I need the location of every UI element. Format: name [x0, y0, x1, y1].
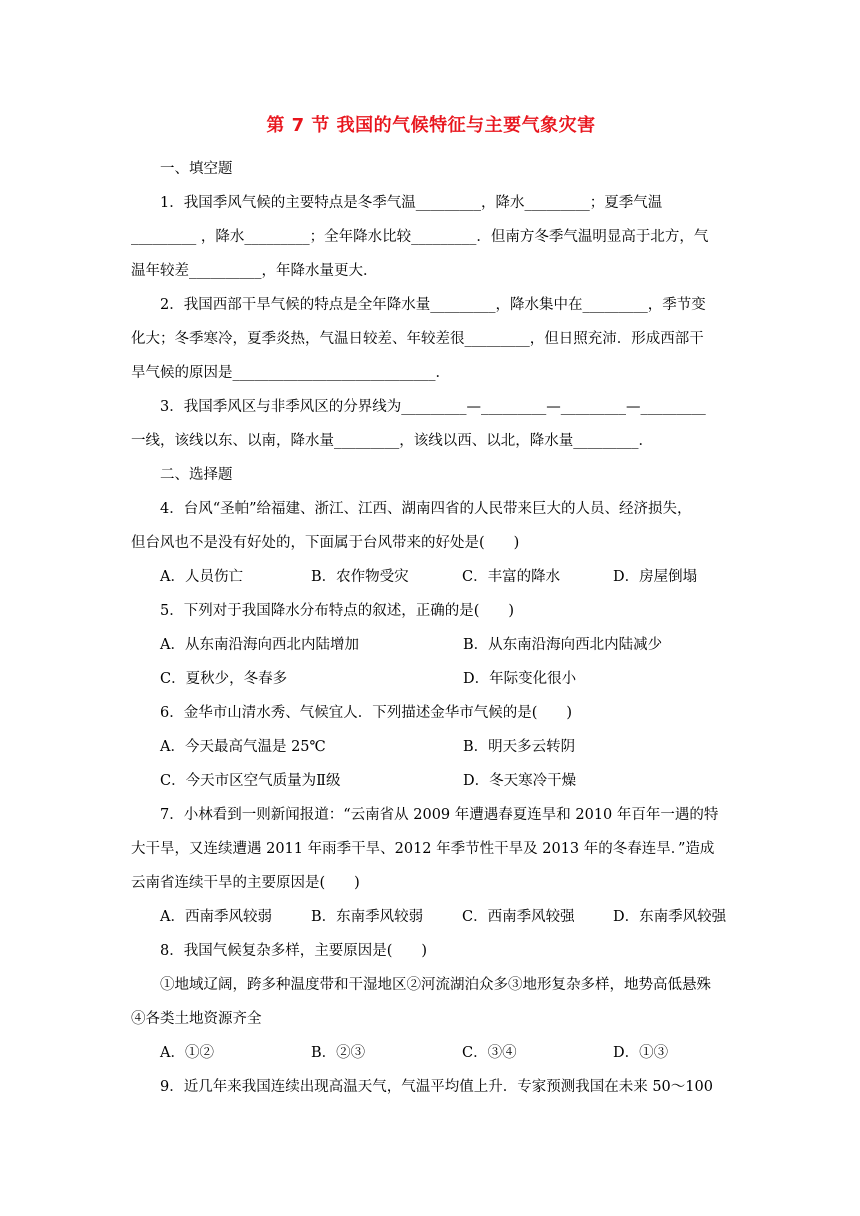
question-8-line-3: ④各类土地资源齐全 — [131, 1011, 262, 1027]
question-3-line-2: 一线，该线以东、以南，降水量_________，该线以西、以北，降水量_________． — [131, 433, 653, 449]
section-heading-fill: 一、填空题 — [160, 161, 233, 177]
option-a: A．今天最高气温是 25℃ — [160, 739, 326, 755]
question-6-options-row-2 — [131, 764, 731, 798]
option-c: C．丰富的降水 — [462, 569, 561, 585]
question-1-line-2: _________ ，降水_________；全年降水比较_________．但南方冬季气温明显高于北方，气 — [131, 229, 709, 245]
question-9 — [131, 1070, 731, 1104]
question-1-line-1: 1．我国季风气候的主要特点是冬季气温_________，降水_________；夏季气温 — [160, 195, 663, 211]
option-b: B．明天多云转阴 — [463, 739, 576, 755]
question-6-options-row-1 — [131, 730, 731, 764]
question-4-options — [131, 560, 731, 594]
option-d: D．东南季风较强 — [613, 909, 727, 925]
option-d: D．冬天寒冷干燥 — [463, 773, 577, 789]
option-b: B．从东南沿海向西北内陆减少 — [463, 637, 663, 653]
question-2-line-1: 2．我国西部干旱气候的特点是全年降水量_________，降水集中在_________，季节变 — [160, 297, 706, 313]
option-d: D．房屋倒塌 — [613, 569, 698, 585]
question-6-line-1: 6．金华市山清水秀、气候宜人．下列描述金华市气候的是( ) — [160, 705, 573, 721]
question-6 — [131, 696, 731, 798]
option-d: D．①③ — [613, 1045, 669, 1061]
option-b: B．农作物受灾 — [311, 569, 409, 585]
section-heading-choice: 二、选择题 — [160, 467, 233, 483]
question-7-line-2: 大干旱，又连续遭遇 2011 年雨季干旱、2012 年季节性干旱及 2013 年的冬春连旱．”造成 — [131, 841, 715, 857]
option-a: A．①② — [160, 1045, 214, 1061]
question-4-line-2: 但台风也不是没有好处的，下面属于台风带来的好处是( ) — [131, 535, 520, 551]
question-4-line-1: 4．台风“圣帕”给福建、浙江、江西、湖南四省的人民带来巨大的人员、经济损失， — [160, 501, 692, 517]
question-1-line-3: 温年较差__________，年降水量更大． — [131, 263, 378, 279]
option-d: D．年际变化很小 — [463, 671, 577, 687]
question-4 — [131, 492, 731, 594]
document-title: 第 7 节 我国的气候特征与主要气象灾害 — [266, 115, 596, 136]
question-5-options-row-1 — [131, 628, 731, 662]
question-2 — [131, 288, 731, 390]
question-3-line-1: 3．我国季风区与非季风区的分界线为_________—_________—_________—_________ — [160, 399, 706, 415]
question-5-options-row-2 — [131, 662, 731, 696]
question-5-line-1: 5．下列对于我国降水分布特点的叙述，正确的是( ) — [160, 603, 515, 619]
question-2-line-3: 旱气候的原因是____________________________． — [131, 365, 450, 381]
question-7-line-1: 7．小林看到一则新闻报道：“云南省从 2009 年遭遇春夏连旱和 2010 年百年一遇的特 — [160, 807, 719, 823]
option-c: C．今天市区空气质量为Ⅱ级 — [160, 773, 341, 789]
option-c: C．夏秋少，冬春多 — [160, 671, 288, 687]
question-8 — [131, 934, 731, 1070]
option-c: C．西南季风较强 — [462, 909, 575, 925]
option-a: A．从东南沿海向西北内陆增加 — [160, 637, 359, 653]
question-9-line-1: 9．近几年来我国连续出现高温天气，气温平均值上升．专家预测我国在未来 50～100 — [160, 1079, 713, 1095]
question-3 — [131, 390, 731, 458]
question-7-options — [131, 900, 731, 934]
question-8-line-1: 8．我国气候复杂多样，主要原因是( ) — [160, 943, 428, 959]
option-a: A．西南季风较弱 — [160, 909, 272, 925]
question-8-line-2: ①地域辽阔，跨多种温度带和干湿地区②河流湖泊众多③地形复杂多样，地势高低悬殊 — [160, 977, 711, 993]
document-page — [131, 112, 731, 1104]
question-7 — [131, 798, 731, 934]
option-b: B．东南季风较弱 — [311, 909, 424, 925]
question-2-line-2: 化大；冬季寒冷，夏季炎热，气温日较差、年较差很_________，但日照充沛．形成西部干 — [131, 331, 704, 347]
question-7-line-3: 云南省连续干旱的主要原因是( ) — [131, 875, 360, 891]
option-c: C．③④ — [462, 1045, 517, 1061]
question-8-options — [131, 1036, 731, 1070]
option-b: B．②③ — [311, 1045, 366, 1061]
question-5 — [131, 594, 731, 696]
question-1 — [131, 186, 731, 288]
option-a: A．人员伤亡 — [160, 569, 243, 585]
